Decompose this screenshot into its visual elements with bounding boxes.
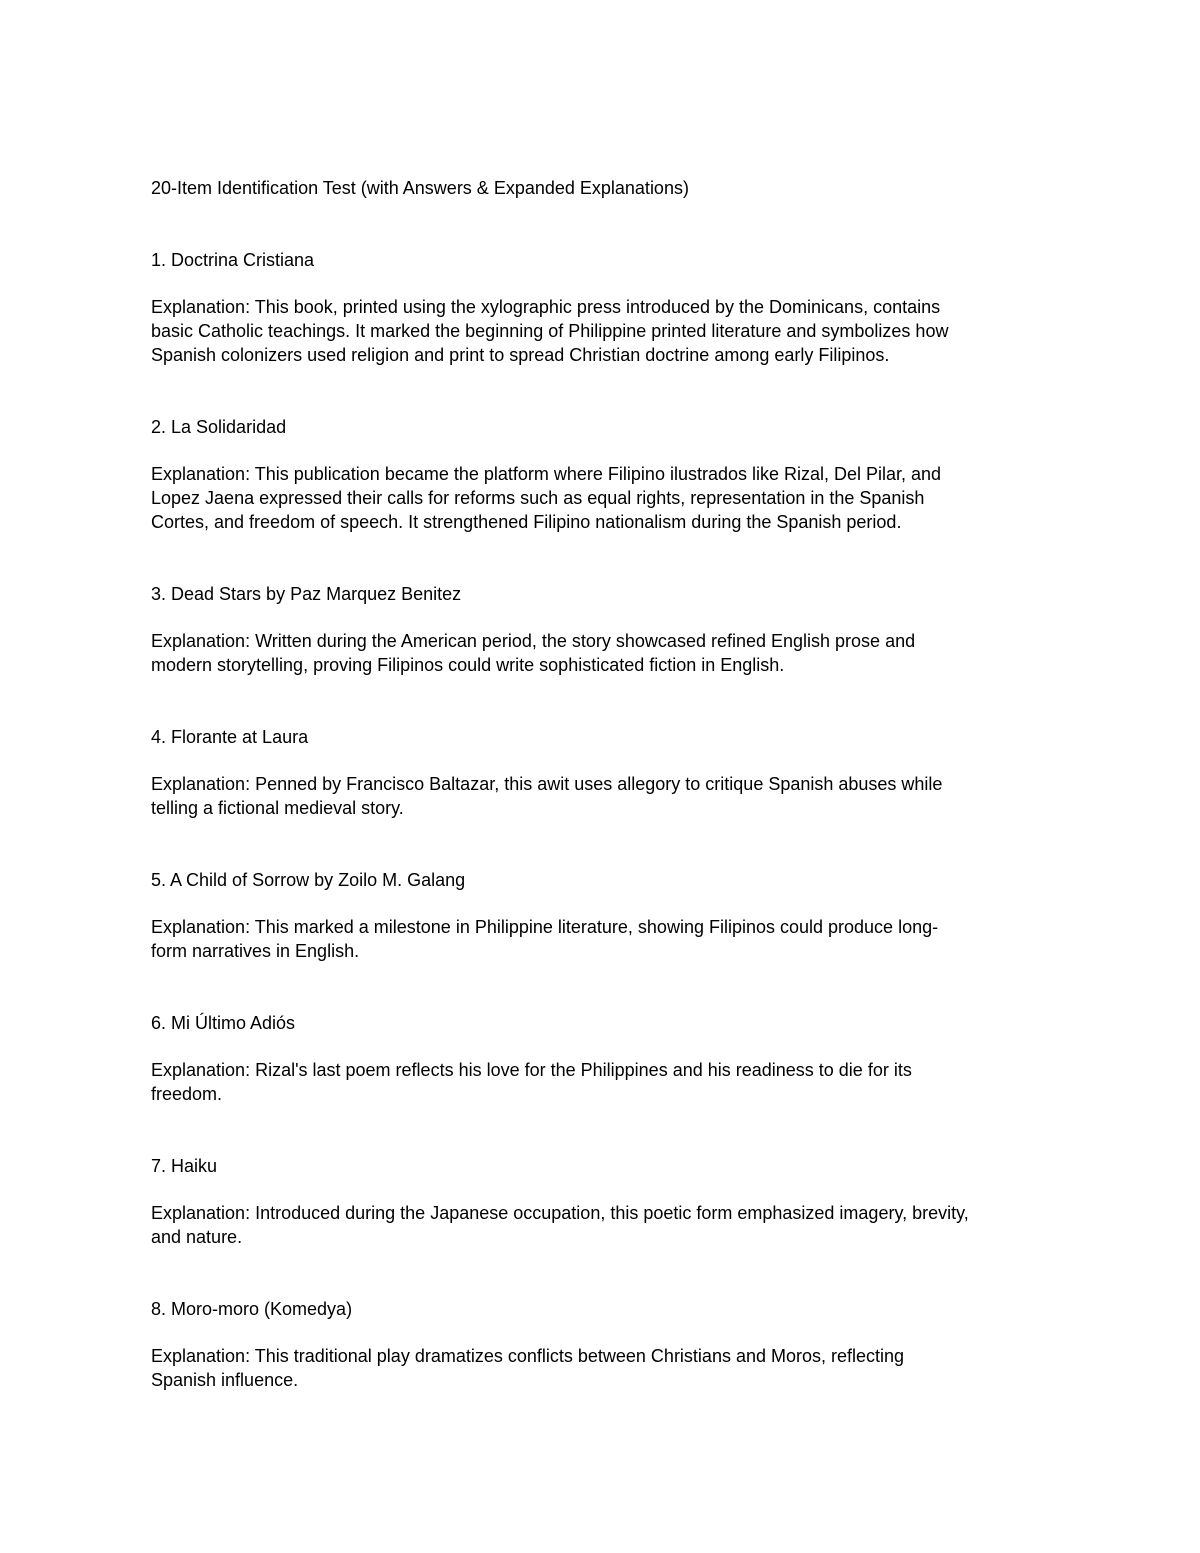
item-heading: 7. Haiku [151, 1156, 218, 1176]
test-item-3 [151, 582, 1071, 677]
item-heading: 2. La Solidaridad [151, 417, 287, 437]
item-explanation: Explanation: This book, printed using the xylographic press introduced by the Dominicans, contains basic Catholic teachings. It marked the beginning of Philippine printed literature and symbolizes how Spanish colonizers used religion and print to spread Christian doctrine among early Filipinos. [151, 297, 949, 365]
test-item-1 [151, 248, 1071, 367]
item-explanation: Explanation: Written during the American period, the story showcased refined English prose and modern storytelling, proving Filipinos could write sophisticated fiction in English. [151, 631, 916, 675]
test-item-6 [151, 1011, 1071, 1106]
item-heading: 4. Florante at Laura [151, 727, 309, 747]
item-explanation: Explanation: Introduced during the Japanese occupation, this poetic form emphasized imagery, brevity, and nature. [151, 1203, 969, 1247]
item-heading: 3. Dead Stars by Paz Marquez Benitez [151, 584, 462, 604]
item-explanation: Explanation: Rizal's last poem reflects his love for the Philippines and his readiness to die for its freedom. [151, 1060, 912, 1104]
test-item-8 [151, 1297, 1071, 1392]
item-explanation: Explanation: This publication became the platform where Filipino ilustrados like Rizal, Del Pilar, and Lopez Jaena expressed their calls for reforms such as equal rights, representation in the Spanish Cortes, and freedom of speech. It strengthened Filipino nationalism during the Spanish period. [151, 464, 942, 532]
test-item-5 [151, 868, 1071, 963]
item-heading: 1. Doctrina Cristiana [151, 250, 315, 270]
document-page [151, 176, 1071, 1392]
item-heading: 6. Mi Último Adiós [151, 1013, 296, 1033]
test-item-4 [151, 725, 1071, 820]
item-explanation: Explanation: This traditional play dramatizes conflicts between Christians and Moros, reflecting Spanish influence. [151, 1346, 905, 1390]
item-explanation: Explanation: This marked a milestone in Philippine literature, showing Filipinos could produce long-form narratives in English. [151, 917, 939, 961]
document-title: 20-Item Identification Test (with Answers & Expanded Explanations) [151, 178, 689, 198]
item-heading: 5. A Child of Sorrow by Zoilo M. Galang [151, 870, 466, 890]
test-item-7 [151, 1154, 1071, 1249]
item-heading: 8. Moro-moro (Komedya) [151, 1299, 353, 1319]
item-explanation: Explanation: Penned by Francisco Baltazar, this awit uses allegory to critique Spanish abuses while telling a fictional medieval story. [151, 774, 943, 818]
test-item-2 [151, 415, 1071, 534]
